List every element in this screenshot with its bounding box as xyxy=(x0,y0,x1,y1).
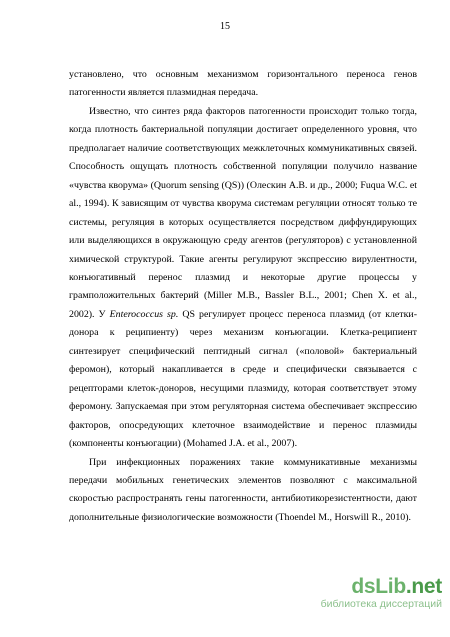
paragraph-text: Известно, что синтез ряда факторов патогенности происходит только тогда, когда плотность бактериальной популяции достигает определенного уровня, что предполагает наличие соответствующих межклеточных коммуникативных связей. Способность ощущать плотность собственной популяции получило название «чувства кворума» (Quorum sensing (QS)) (Олескин А.В. и др., 2000; Fuqua W.C. et al., 1994). К зависящим от чувства кворума системам регуляции относят только те системы, регуляция в которых осуществляется посредством диффундирующих или выделяющихся в окружающую среду агентов (регуляторов) с установленной химической структурой. Такие агенты регулируют экспрессию вирулентности, конъюгативный перенос плазмид и некоторые другие процессы у грамположительных бактерий (Miller M.B., Bassler B.L., 2001; Chen X. et al., 2002). У xyxy=(69,105,417,320)
paragraph-text: QS регулирует процесс переноса плазмид (от клетки-донора к реципиенту) через механизм конъюгации. Клетка-реципиент синтезирует специфический пептидный сигнал («половой» бактериальный феромон), который накапливается в среде и специфически связывается с рецепторами клеток-доноров, несущими плазмиду, которая соответствует этому феромону. Запускаемая при этом регуляторная система обеспечивает экспрессию факторов, опосредующих клеточное взаимодействие и перенос плазмиды (компоненты конъюгации) (Mohamed J.A. et al., 2007). xyxy=(69,308,417,450)
logo-text: dsLib xyxy=(351,575,406,598)
paragraph-infection-mechanisms: При инфекционных поражениях такие коммуникативные механизмы передачи мобильных генетических элементов позволяют с максимальной скоростью распространять гены патогенности, антибиотикорезистентности, дают дополнительные физиологические возможности (Thoendel M., Horswill R., 2010). xyxy=(69,456,417,523)
species-name-italic: Enterococcus sp. xyxy=(109,308,179,320)
logo-domain: .net xyxy=(405,575,442,598)
dslib-watermark xyxy=(300,576,442,610)
paragraph-quorum-sensing xyxy=(69,103,417,454)
page-number: 15 xyxy=(220,21,230,32)
dslib-tagline: библиотека диссертаций xyxy=(320,598,442,610)
paragraph-continuation: установлено, что основным механизмом горизонтального переноса генов патогенности является плазмидная передача. xyxy=(69,69,417,99)
dslib-logo xyxy=(300,576,442,598)
document-body xyxy=(69,66,417,527)
